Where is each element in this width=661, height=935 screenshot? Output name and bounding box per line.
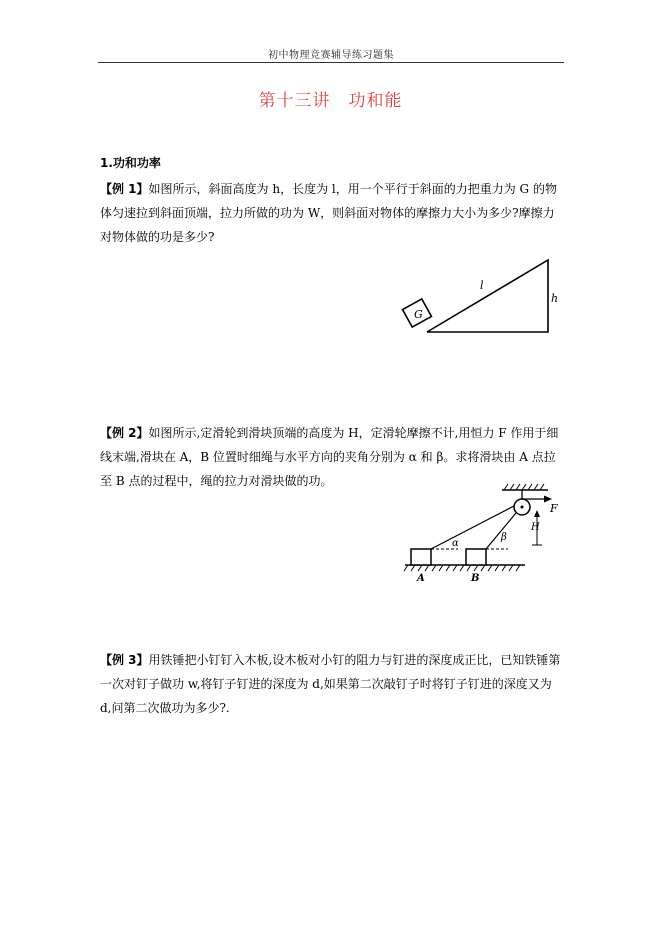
floor-hatch bbox=[404, 565, 520, 571]
pulley-figure bbox=[400, 480, 570, 590]
incline-triangle bbox=[427, 260, 548, 332]
problem-1-text: 如图所示，斜面高度为 h，长度为 l，用一个平行于斜面的力把重力为 G 的物体匀速拉到斜面顶端，拉力所做的功为 W，则斜面对物体的摩擦力大小为多少?摩擦力对物体做的功是多少? bbox=[100, 182, 557, 244]
problem-3-text: 用铁锤把小钉钉入木板,设木板对小钉的阻力与钉进的深度成正比，已知铁锤第一次对钉子做功 w,将钉子钉进的深度为 d,如果第二次敲钉子时将钉子钉进的深度又为 d,问第二次做功为多少?. bbox=[100, 653, 561, 715]
ceiling-hatch bbox=[504, 484, 544, 490]
block-label: G bbox=[414, 308, 423, 321]
section-heading: 1.功和功率 bbox=[100, 156, 161, 170]
problem-3-tag: 【例 3】 bbox=[100, 653, 149, 667]
problem-2-tag: 【例 2】 bbox=[100, 426, 149, 440]
height-arrow-head bbox=[534, 510, 540, 517]
header-divider bbox=[98, 62, 564, 63]
block-b bbox=[466, 549, 486, 565]
problem-2-text: 如图所示,定滑轮到滑块顶端的高度为 H，定滑轮摩擦不计,用恒力 F 作用于细线末端,滑块在 A，B 位置时细绳与水平方向的夹角分别为 α 和 β。求将滑块由 A 点拉至 B 点的过程中，绳的拉力对滑块做的功。 bbox=[100, 426, 559, 488]
problem-1 bbox=[100, 177, 566, 249]
height-label: H bbox=[531, 522, 540, 533]
force-label: F bbox=[550, 502, 558, 515]
pulley-axle bbox=[521, 506, 524, 509]
problem-1-tag: 【例 1】 bbox=[100, 182, 149, 196]
point-b-label: B bbox=[471, 573, 480, 584]
page-header: 初中物理竞赛辅导练习题集 bbox=[268, 50, 394, 61]
point-a-label: A bbox=[417, 573, 425, 584]
block-a bbox=[411, 549, 431, 565]
lecture-title: 第十三讲 功和能 bbox=[258, 91, 403, 111]
incline-figure bbox=[400, 255, 560, 337]
alpha-label: α bbox=[452, 538, 459, 549]
slope-label: l bbox=[480, 279, 484, 292]
height-label: h bbox=[551, 292, 559, 305]
problem-3 bbox=[100, 648, 566, 720]
beta-label: β bbox=[501, 532, 507, 543]
